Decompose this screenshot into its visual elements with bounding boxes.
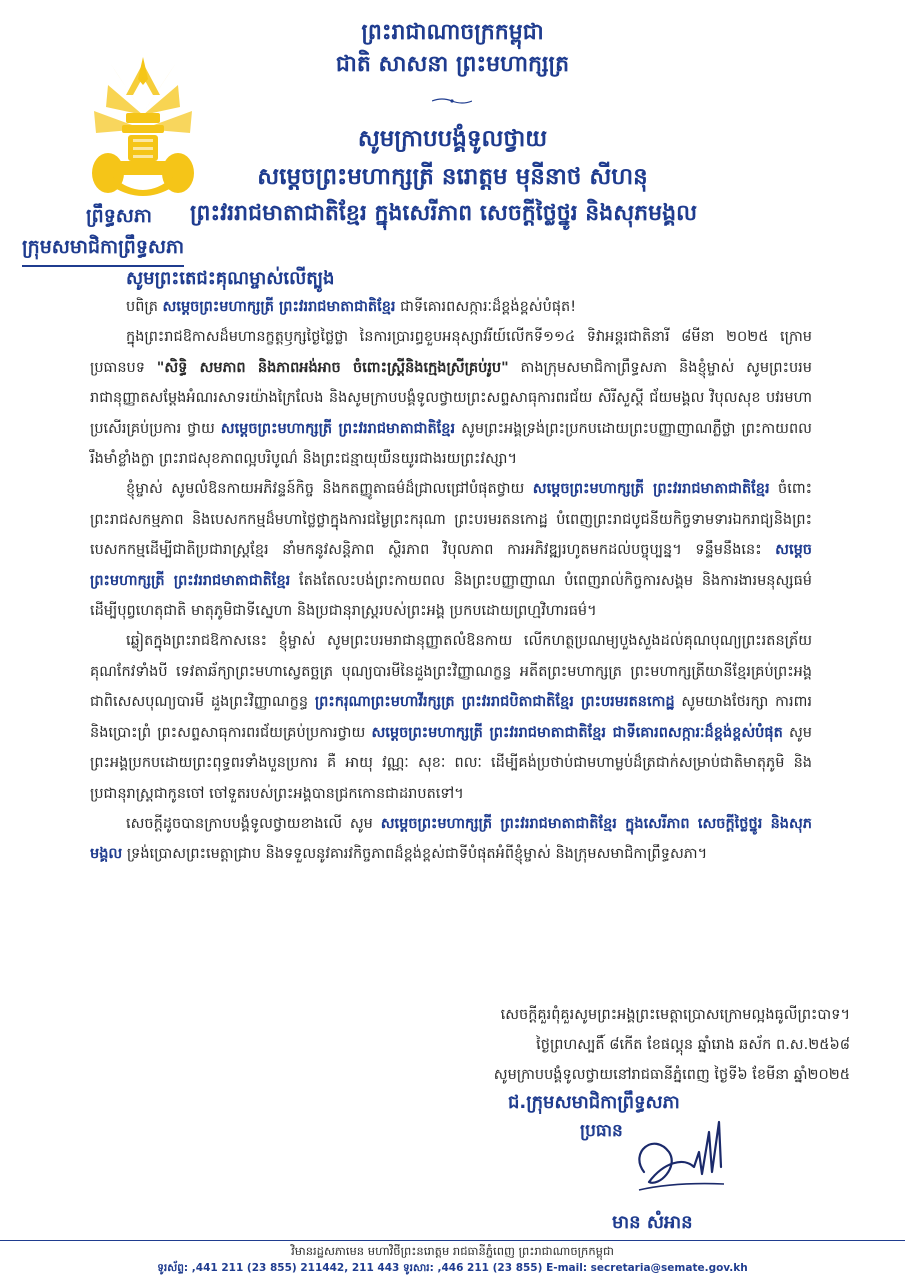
text-run: បពិត្រ [126,299,163,315]
text-run: ចំពោះព្រះរាជសកម្មភាព និងបេសកកម្មដ៏មហាថ្លៃថ្លាក្នុងការជម្ងៃព្រះករុណា ព្រះបរមរតនកោដ្ឋ បំពេញព្រះរាជបូជនីយកិច្ចទាមទារឯករាជ្យនិងព្រះបេសកកម្មដើម្បីជាតិប្រជារាស្ត្រខ្មែរ នាំមកនូវសន្តិភាព ស្ថិរភាព វិបុលភាព ការអភិវឌ្ឍរហូតមកដល់បច្ចុប្បន្ន។ ទន្ទឹមនឹងនេះ [90,481,812,559]
ornament-divider-icon [432,97,472,105]
kingdom-heading: ព្រះរាជាណាចក្រកម្ពុជា [361,20,544,45]
paragraph-2 [90,322,812,474]
signature-title: ប្រធាន [580,1121,623,1141]
signatory-name: មាន សំអាន [612,1212,693,1233]
footer-divider [0,1240,905,1241]
footer-contact: ទូរស័ព្ទ: ,441 211 (23 855) 211442, 211 443 ទូរសារ: ,446 211 (23 855) E-mail: secretaria@semate.gov.kh [157,1262,748,1274]
handwritten-signature-icon [624,1112,744,1212]
text-run: ជាទីគោរពសក្ការៈដ៏ខ្ពង់ខ្ពស់បំផុត! [395,299,577,315]
text-run: សូមយាងថែរក្សា ការពារ និងប្រោះព្រំ ព្រះសព្ទសាធុការពរជ័យគ្រប់ប្រការថ្វាយ [90,694,812,741]
paragraph-1 [90,292,812,322]
king-title: ព្រះករុណាព្រះមហាវីរក្សត្រ ព្រះវររាជបិតាជាតិខ្មែរ ព្រះបរមរតនកោដ្ឋ [314,694,675,711]
queen-title: សម្តេចព្រះមហាក្សត្រី ព្រះវររាជមាតាជាតិខ្មែរ [90,542,812,589]
footer-address: វិមានរដ្ឋសភាមេន មហាវិថីព្រះនរោត្តម រាជធានីភ្នំពេញ ព្រះរាជាណាចក្រកម្ពុជា [291,1244,614,1258]
salutation: សូមព្រះតេជះគុណម្ចាស់លើត្បូង [126,268,335,289]
text-run: តាងក្រុមសមាជិកាព្រឹទ្ធសភា និងខ្ញុំម្ចាស់ សូមព្រះបរមរាជានុញ្ញាតសម្តែងអំណរសាទរយ៉ាងក្រៃលែង និងសូមក្រាបបង្គំទូលថ្វាយព្រះសព្ទសាធុការពរជ័យ សិរីសួស្តី ជ័យមង្គល វិបុលសុខ បវរមហាប្រសើរគ្រប់ប្រការ ថ្វាយ [90,359,812,437]
lunar-date: ថ្ងៃព្រហស្បតិ៍ ៨កើត ខែផល្គុន ឆ្នាំរោង ឆស័ក ព.ស.២៥៦៨ [536,1037,850,1053]
queen-title: សម្តេចព្រះមហាក្សត្រី ព្រះវររាជមាតាជាតិខ្មែរ [220,420,456,437]
text-run: ខ្ញុំម្ចាស់ សូមលំឱនកាយអភិវន្ទន៍កិច្ច និងកតញ្ញូតាធម៌ដ៏ជ្រាលជ្រៅបំផុតថ្វាយ [126,481,533,498]
letter-body [90,292,812,870]
paragraph-5 [90,809,812,870]
closing-line-1: សេចក្តីគួរពុំគួរសូមព្រះអង្គព្រះមេត្តាប្រោសក្រោមល្អងធូលីព្រះបាទ។ [500,1007,850,1023]
recipient-line-2: សម្តេចព្រះមហាក្សត្រី នរោត្តម មុនីនាថ សីហនុ [257,164,648,190]
paragraph-4 [90,626,812,808]
recipient-line-3: ព្រះវររាជមាតាជាតិខ្មែរ ក្នុងសេរីភាព សេចក្តីថ្លៃថ្នូរ និងសុភមង្គល [190,201,698,226]
committee-name: ក្រុមសមាជិកាព្រឹទ្ធសភា [22,235,184,267]
queen-title: សម្តេចព្រះមហាក្សត្រី ព្រះវររាជមាតាជាតិខ្មែរ ក្នុងសេរីភាព សេចក្តីថ្លៃថ្នូរ និងសុភមង្គល [90,815,812,863]
queen-title: សម្តេចព្រះមហាក្សត្រី ព្រះវររាជមាតាជាតិខ្មែរ [532,481,770,498]
text-run: សេចក្តីដូចបានក្រាបបង្គំទូលថ្វាយខាងលើ សូម [126,815,381,832]
recipient-line-1: សូមក្រាបបង្គំទូលថ្វាយ [357,126,548,152]
queen-title: សម្តេចព្រះមហាក្សត្រី ព្រះវររាជមាតាជាតិខ្មែរ [162,299,396,315]
closing-block [330,1000,850,1090]
text-run: តែងតែលះបង់ព្រះកាយពល និងព្រះបញ្ញាញាណ បំពេញរាល់កិច្ចការសង្គម និងការងារមនុស្សធម៌ ដើម្បីបុព្វហេតុជាតិ មាតុភូមិជាទីស្នេហា និងប្រជានុរាស្ត្ររបស់ព្រះអង្គ ប្រកបដោយព្រហ្មវិហារធម៌។ [90,572,813,620]
signature-on-behalf: ជ.ក្រុមសមាជិកាព្រឹទ្ធសភា [508,1092,680,1113]
text-run: ឆ្លៀតក្នុងព្រះរាជឱកាសនេះ ខ្ញុំម្ចាស់ សូមព្រះបរមរាជានុញ្ញាតលំឱនកាយ លើកហត្ថប្រណម្យបួងសួងដល់គុណបុណ្យព្រះរតនត្រ័យ គុណកែវទាំងបី ទេវតាឆ័ក្យាព្រះមហាស្វេតច្ឆត្រ បុណ្យបារមីនៃដួងព្រះវិញ្ញាណក្ខន្ធ អតីតព្រះមហាក្សត្រ ព្រះមហាក្សត្រីយានីខ្មែរគ្រប់ព្រះអង្គ ជាពិសេសបុណ្យបារមី ដួងព្រះវិញ្ញាណក្ខន្ធ [90,633,812,711]
senate-name: ព្រឹទ្ធសភា [86,205,152,227]
solar-date: សូមក្រាបបង្គំទូលថ្វាយនៅរាជធានីភ្នំពេញ ថ្ងៃទី៦ ខែមីនា ឆ្នាំ២០២៥ [493,1067,850,1083]
paragraph-3 [90,474,812,626]
text-run: សូមព្រះអង្គទ្រង់ព្រះប្រកបដោយព្រះបញ្ញាញាណភ្លឺថ្លា ព្រះកាយពលរឹងមាំខ្លាំងក្លា ព្រះរាជសុខភាពល្អបរិបូណ៌ និងព្រះជន្មាយុយឺនយូរជាងរយព្រះវស្សា។ [90,420,812,468]
text-run: ទ្រង់ប្រោសព្រះមេត្តាជ្រាប និងទទួលនូវគារវកិច្ចភាពដ៏ខ្ពង់ខ្ពស់ជាទីបំផុតអំពីខ្ញុំម្ចាស់ និងក្រុមសមាជិកាព្រឹទ្ធសភា។ [122,846,708,863]
text-run: សូមព្រះអង្គប្រកបដោយព្រះពុទ្ធពរទាំងបួនប្រការ គឺ អាយុ វណ្ណៈ សុខៈ ពលៈ ដើម្បីគង់ប្រថាប់ជាមហាម្លប់ដ៏ត្រជាក់សម្រាប់ជាតិមាតុភូមិ និងប្រជានុរាស្ត្រជាកូនចៅ ចៅទួតរបស់ព្រះអង្គបានជ្រកកោនជាដរាបតទៅ។ [90,724,813,802]
text-run: ក្នុងព្រះរាជឱកាសដ៏មហានក្ខត្តឫក្សថ្ងៃថ្លៃថ្លា នៃការប្រារព្ធខួបអនុស្សាវរីយ៍លើកទី១១៤ ទិវាអន្តរជាតិនារី ៨មីនា ២០២៥ ក្រោមប្រធានបទ [90,329,812,376]
theme-title: "សិទ្ធិ សមភាព និងភាពអង់អាច ចំពោះស្ត្រីនិងក្មេងស្រីគ្រប់រូប" [156,359,509,376]
queen-title: សម្តេចព្រះមហាក្សត្រី ព្រះវររាជមាតាជាតិខ្មែរ ជាទីគោរពសក្ការៈដ៏ខ្ពង់ខ្ពស់បំផុត [371,724,783,741]
national-motto: ជាតិ សាសនា ព្រះមហាក្សត្រ [335,52,570,77]
